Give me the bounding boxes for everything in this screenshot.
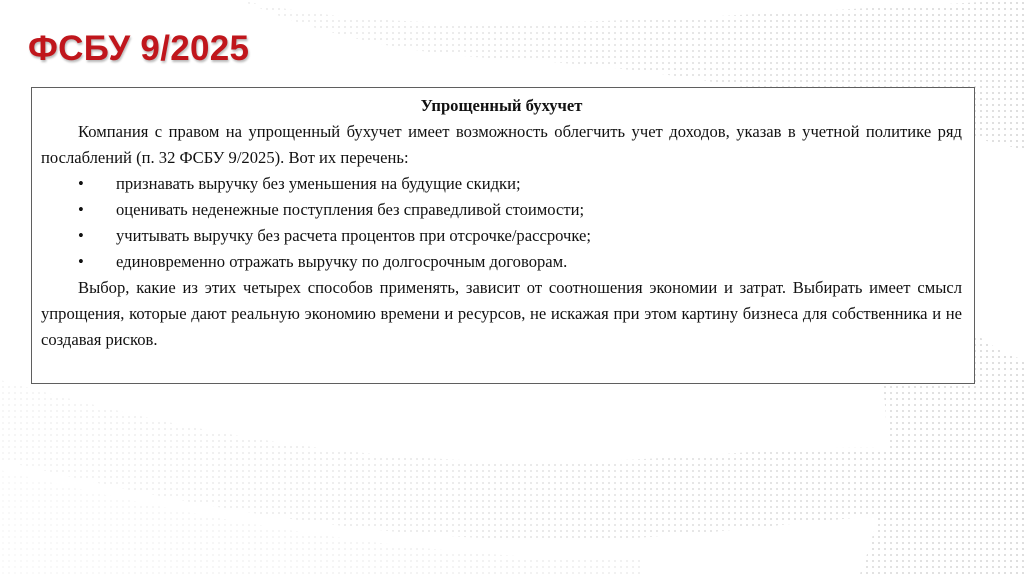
list-item-text: оценивать неденежные поступления без справедливой стоимости; <box>116 200 585 219</box>
bullet-icon: • <box>78 252 84 271</box>
list-item <box>41 249 962 275</box>
bullet-icon: • <box>78 174 84 193</box>
bullet-icon: • <box>78 200 84 219</box>
list-item-text: единовременно отражать выручку по долгосрочным договорам. <box>116 252 568 271</box>
slide-title: ФСБУ 9/2025 <box>28 29 250 68</box>
list-item-text: учитывать выручку без расчета процентов при отсрочке/рассрочке; <box>116 226 591 245</box>
list-item <box>41 197 962 223</box>
bullet-icon: • <box>78 226 84 245</box>
conclusion-paragraph: Выбор, какие из этих четырех способов применять, зависит от соотношения экономии и затрат. Выбирать имеет смысл упрощения, которые дают реальную экономию времени и ресурсов, не искажая при этом картину бизнеса для собственника и не создавая рисков. <box>41 278 962 349</box>
list-item <box>41 223 962 249</box>
list-item <box>41 171 962 197</box>
content-heading: Упрощенный бухучет <box>420 96 583 115</box>
simplifications-list <box>41 171 962 275</box>
content-box <box>31 87 975 384</box>
list-item-text: признавать выручку без уменьшения на будущие скидки; <box>116 174 521 193</box>
intro-paragraph: Компания с правом на упрощенный бухучет имеет возможность облегчить учет доходов, указав в учетной политике ряд послаблений (п. 32 ФСБУ 9/2025). Вот их перечень: <box>41 122 962 167</box>
